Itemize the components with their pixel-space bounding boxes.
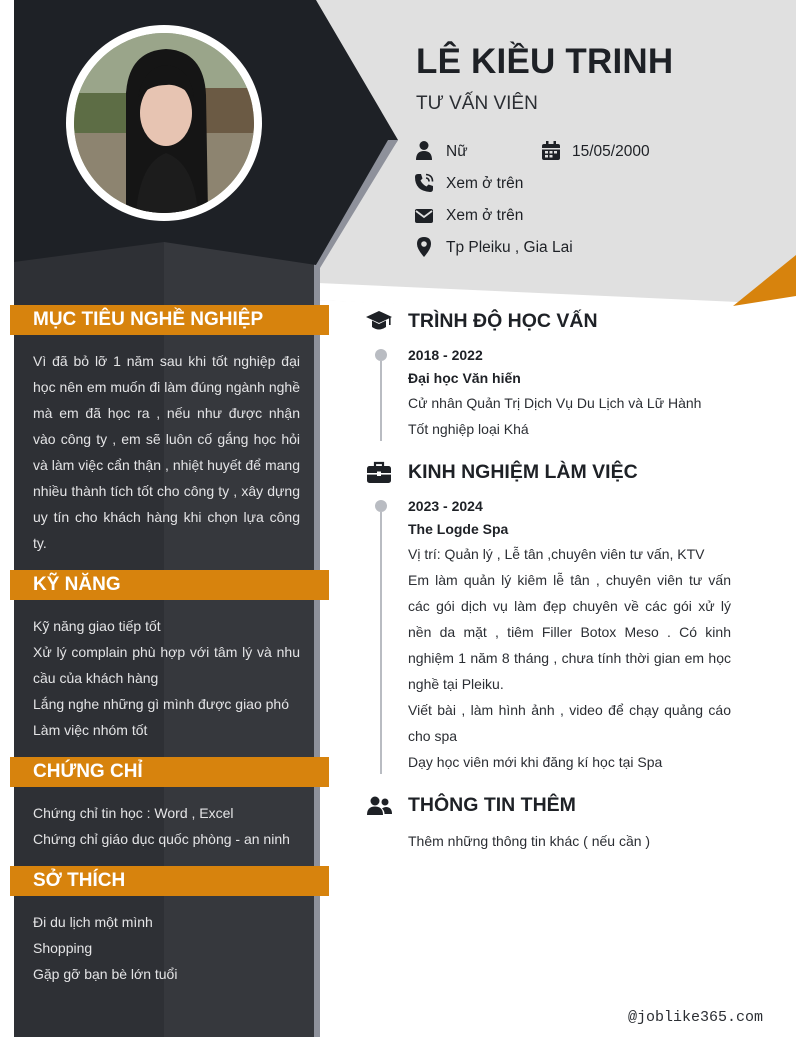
hobby-item: Đi du lịch một mình — [33, 914, 153, 930]
email-value: Xem ở trên — [446, 207, 524, 224]
extra-info-heading: THÔNG TIN THÊM — [408, 794, 576, 816]
experience-company: The Logde Spa — [408, 521, 509, 537]
certificate-item: Chứng chỉ tin học : Word , Excel — [33, 805, 234, 821]
avatar — [66, 25, 262, 221]
skill-item: Lắng nghe những gì mình được giao phó — [33, 696, 289, 712]
experience-description: Dạy học viên mới khi đăng kí học tại Spa — [408, 754, 663, 770]
objective-text: Vì đã bỏ lỡ 1 năm sau khi tốt nghiệp đại học nên em muốn đi làm đúng ngành nghề mà em đã học ra , nếu như được nhận vào công ty , em sẽ luôn cố gắng học hỏi và làm việc cẩn thận , nhiệt huyết để mang nhiều thành tích tốt cho công ty , xây dựng uy tín cho khách hàng khi chọn lựa công ty. — [33, 353, 300, 551]
candidate-name: LÊ KIỀU TRINH — [416, 42, 674, 81]
skills-header — [10, 570, 329, 600]
education-degree: Cử nhân Quản Trị Dịch Vụ Du Lịch và Lữ Hành — [408, 395, 702, 411]
timeline-line — [380, 512, 382, 774]
person-icon — [414, 140, 434, 160]
education-heading: TRÌNH ĐỘ HỌC VẤN — [408, 310, 598, 332]
phone-icon — [414, 173, 434, 193]
experience-position: Vị trí: Quản lý , Lễ tân ,chuyên viên tư vấn, KTV — [408, 546, 705, 562]
certificates-list — [33, 800, 300, 852]
skill-item: Xử lý complain phù hợp với tâm lý và nhu cầu của khách hàng — [33, 644, 300, 686]
phone-value: Xem ở trên — [446, 175, 524, 192]
certificates-heading: CHỨNG CHỈ — [33, 761, 143, 782]
objective-heading: MỤC TIÊU NGHỀ NGHIỆP — [33, 309, 264, 330]
address-value: Tp Pleiku , Gia Lai — [446, 239, 573, 256]
skills-heading: KỸ NĂNG — [33, 574, 121, 595]
birthdate-value: 15/05/2000 — [572, 143, 650, 160]
hobbies-header — [10, 866, 329, 896]
education-period: 2018 - 2022 — [408, 347, 483, 363]
experience-description: Em làm quản lý kiêm lễ tân , chuyên viên tư vấn các gói dịch vụ làm đẹp chuyên về các gói xử lý nền da mặt , tiêm Filler Botox Meso . Có kinh nghiệm 1 năm 8 tháng , chưa tính thời gian em học nghề tại Pleiku. — [408, 572, 731, 692]
hobby-item: Shopping — [33, 940, 93, 956]
certificate-item: Chứng chỉ giáo dục quốc phòng - an ninh — [33, 831, 290, 847]
footer-credit: @joblike365.com — [628, 1009, 764, 1026]
gender-value: Nữ — [446, 143, 468, 160]
timeline-line — [380, 361, 382, 441]
graduation-cap-icon — [366, 308, 392, 334]
experience-description: Viết bài , làm hình ảnh , video để chạy quảng cáo cho spa — [408, 702, 731, 744]
skills-list — [33, 613, 300, 743]
timeline-dot — [375, 500, 387, 512]
experience-heading: KINH NGHIỆM LÀM VIỆC — [408, 461, 638, 483]
objective-header — [10, 305, 329, 335]
users-icon — [366, 793, 392, 819]
email-icon — [414, 206, 434, 226]
certificates-header — [10, 757, 329, 787]
experience-period: 2023 - 2024 — [408, 498, 483, 514]
education-school: Đại học Văn hiến — [408, 370, 521, 386]
skill-item: Làm việc nhóm tốt — [33, 722, 148, 738]
briefcase-icon — [366, 460, 392, 486]
hobbies-list — [33, 909, 300, 987]
timeline-dot — [375, 349, 387, 361]
avatar-photo — [74, 33, 254, 213]
hobbies-heading: SỞ THÍCH — [33, 870, 126, 891]
extra-info-text: Thêm những thông tin khác ( nếu cần ) — [408, 833, 651, 849]
location-pin-icon — [414, 237, 434, 257]
job-title: TƯ VẤN VIÊN — [416, 93, 538, 114]
calendar-icon — [541, 141, 561, 161]
hobby-item: Gặp gỡ bạn bè lớn tuổi — [33, 966, 178, 982]
education-grade: Tốt nghiệp loại Khá — [408, 421, 529, 437]
skill-item: Kỹ năng giao tiếp tốt — [33, 618, 161, 634]
